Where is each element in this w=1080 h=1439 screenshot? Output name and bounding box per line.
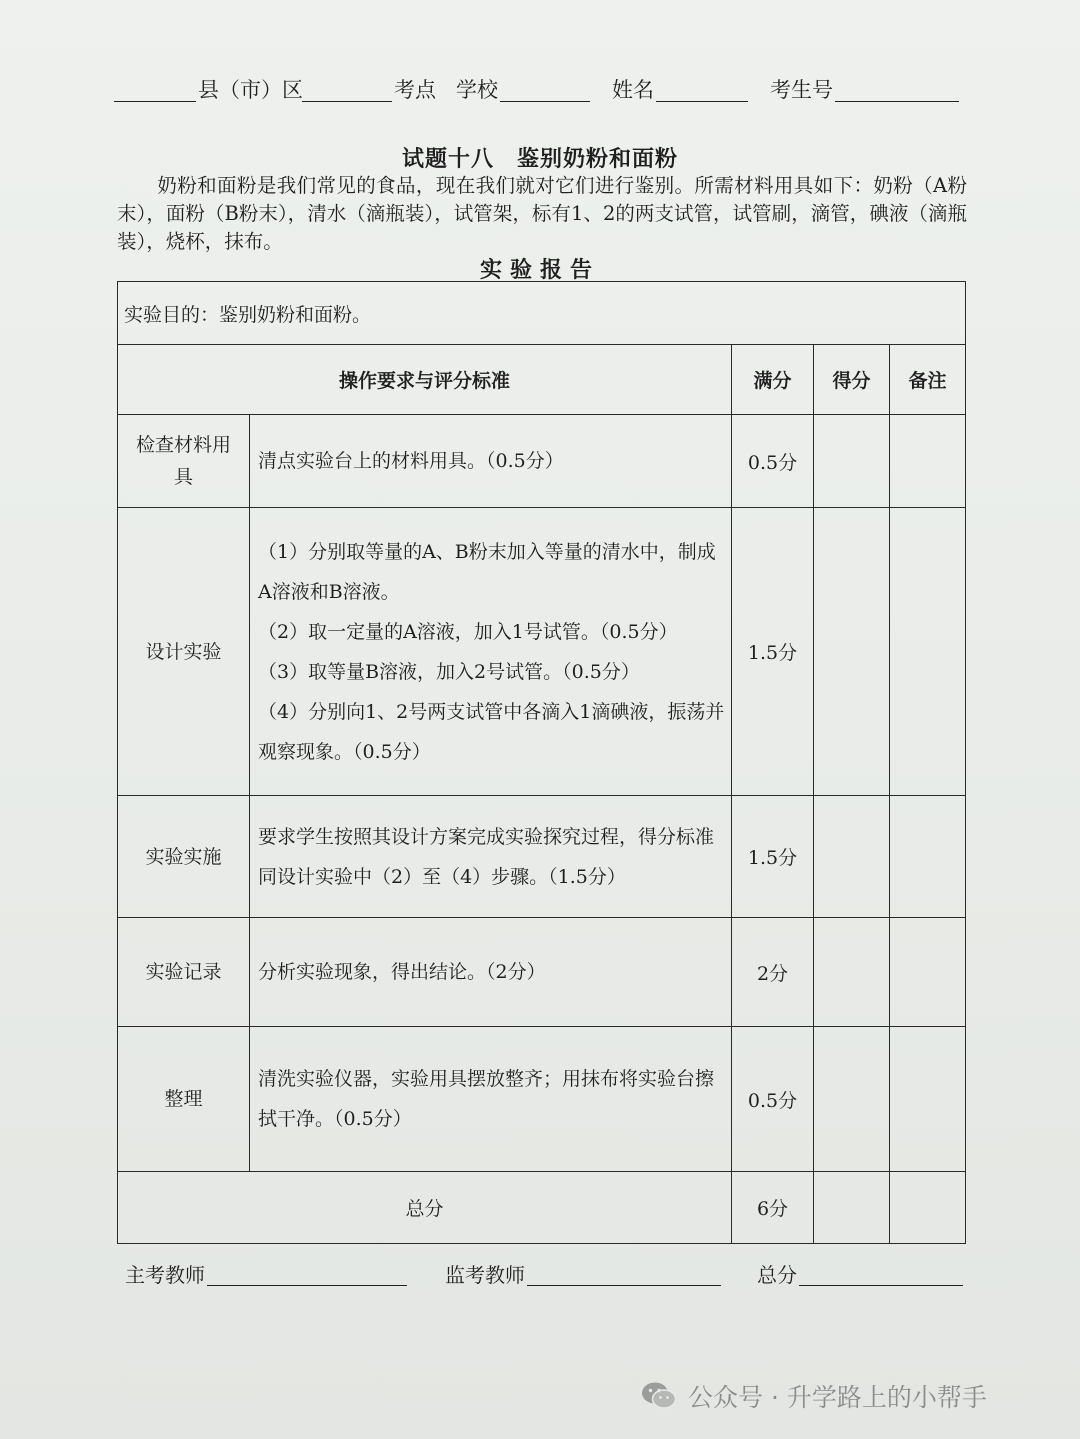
report-title: 实验报告 (479, 257, 600, 283)
operation-cell (250, 1027, 732, 1172)
remark-input-cell[interactable] (890, 1027, 966, 1172)
table-row (118, 415, 966, 508)
purpose-cell: 实验目的：鉴别奶粉和面粉。 (118, 282, 966, 345)
operation-line: （3）取等量B溶液，加入2号试管。（0.5分） (258, 660, 640, 683)
wechat-icon (640, 1380, 678, 1412)
total-row (118, 1172, 966, 1244)
remark-input-cell[interactable] (890, 918, 966, 1027)
operation-cell (250, 918, 732, 1027)
county-blank[interactable] (114, 100, 196, 102)
intro-text: 奶粉和面粉是我们常见的食品，现在我们就对它们进行鉴别。所需材料用具如下：奶粉（A粉末），面粉（B粉末），清水（滴瓶装），试管架，标有1、2的两支试管，试管刷，滴管，碘液（滴瓶装），烧杯，抹布。 (117, 174, 967, 253)
chief-teacher-blank[interactable] (207, 1284, 407, 1286)
watermark-text: 公众号 · 升学路上的小帮手 (688, 1383, 987, 1412)
full-score-cell: 0.5分 (732, 415, 814, 508)
signature-line (125, 1260, 967, 1292)
total-label-cell: 总分 (118, 1172, 732, 1244)
full-score-cell: 1.5分 (732, 796, 814, 918)
operation-cell (250, 508, 732, 796)
candidate-info-line (112, 70, 962, 110)
score-input-cell[interactable] (814, 918, 890, 1027)
full-score-header: 满分 (732, 345, 814, 415)
exam-site-label: 考点 (394, 78, 436, 102)
operation-header: 操作要求与评分标准 (118, 345, 732, 415)
total-remark-cell[interactable] (890, 1172, 966, 1244)
table-row (118, 918, 966, 1027)
question-title: 试题十八 鉴别奶粉和面粉 (401, 146, 678, 172)
exam-site-blank[interactable] (302, 100, 392, 102)
score-input-cell[interactable] (814, 508, 890, 796)
score-header: 得分 (814, 345, 890, 415)
remark-input-cell[interactable] (890, 508, 966, 796)
category-cell: 整理 (118, 1027, 250, 1172)
exam-number-blank[interactable] (835, 100, 959, 102)
remark-header: 备注 (890, 345, 966, 415)
score-input-cell[interactable] (814, 1027, 890, 1172)
full-score-cell: 0.5分 (732, 1027, 814, 1172)
table-row (118, 508, 966, 796)
total-obtained-cell[interactable] (814, 1172, 890, 1244)
remark-input-cell[interactable] (890, 415, 966, 508)
operation-line: （1）分别取等量的A、B粉末加入等量的清水中，制成A溶液和B溶液。 (258, 540, 716, 603)
table-row (118, 796, 966, 918)
score-input-cell[interactable] (814, 796, 890, 918)
operation-line: 要求学生按照其设计方案完成实验探究过程，得分标准同设计实验中（2）至（4）步骤。（1.5分） (258, 825, 715, 888)
remark-input-cell[interactable] (890, 796, 966, 918)
full-score-cell: 1.5分 (732, 508, 814, 796)
county-label: 县（市）区 (198, 78, 303, 102)
proctor-label: 监考教师 (445, 1263, 525, 1287)
operation-line: （2）取一定量的A溶液，加入1号试管。（0.5分） (258, 620, 678, 643)
full-score-cell: 2分 (732, 918, 814, 1027)
school-label: 学校 (456, 78, 498, 102)
score-input-cell[interactable] (814, 415, 890, 508)
operation-line: （4）分别向1、2号两支试管中各滴入1滴碘液，振荡并观察现象。（0.5分） (258, 700, 725, 763)
category-cell: 设计实验 (118, 508, 250, 796)
category-cell: 检查材料用具 (118, 415, 250, 508)
footer-total-blank[interactable] (799, 1284, 963, 1286)
header-row (118, 345, 966, 415)
chief-teacher-label: 主考教师 (125, 1263, 205, 1287)
operation-line: 清洗实验仪器，实验用具摆放整齐；用抹布将实验台擦拭干净。（0.5分） (258, 1068, 715, 1130)
operation-line: 清点实验台上的材料用具。（0.5分） (258, 450, 564, 472)
operation-cell (250, 796, 732, 918)
name-blank[interactable] (656, 100, 748, 102)
total-score-cell: 6分 (732, 1172, 814, 1244)
school-blank[interactable] (500, 100, 590, 102)
category-cell: 实验记录 (118, 918, 250, 1027)
intro-paragraph (117, 172, 967, 256)
table-row (118, 1027, 966, 1172)
operation-cell (250, 415, 732, 508)
proctor-blank[interactable] (527, 1284, 721, 1286)
watermark (640, 1378, 987, 1414)
exam-number-label: 考生号 (770, 78, 833, 102)
name-label: 姓名 (612, 78, 654, 102)
category-cell: 实验实施 (118, 796, 250, 918)
operation-line: 分析实验现象，得出结论。（2分） (258, 961, 546, 983)
footer-total-label: 总分 (757, 1263, 797, 1287)
purpose-row (118, 282, 966, 345)
report-table (117, 281, 966, 1244)
